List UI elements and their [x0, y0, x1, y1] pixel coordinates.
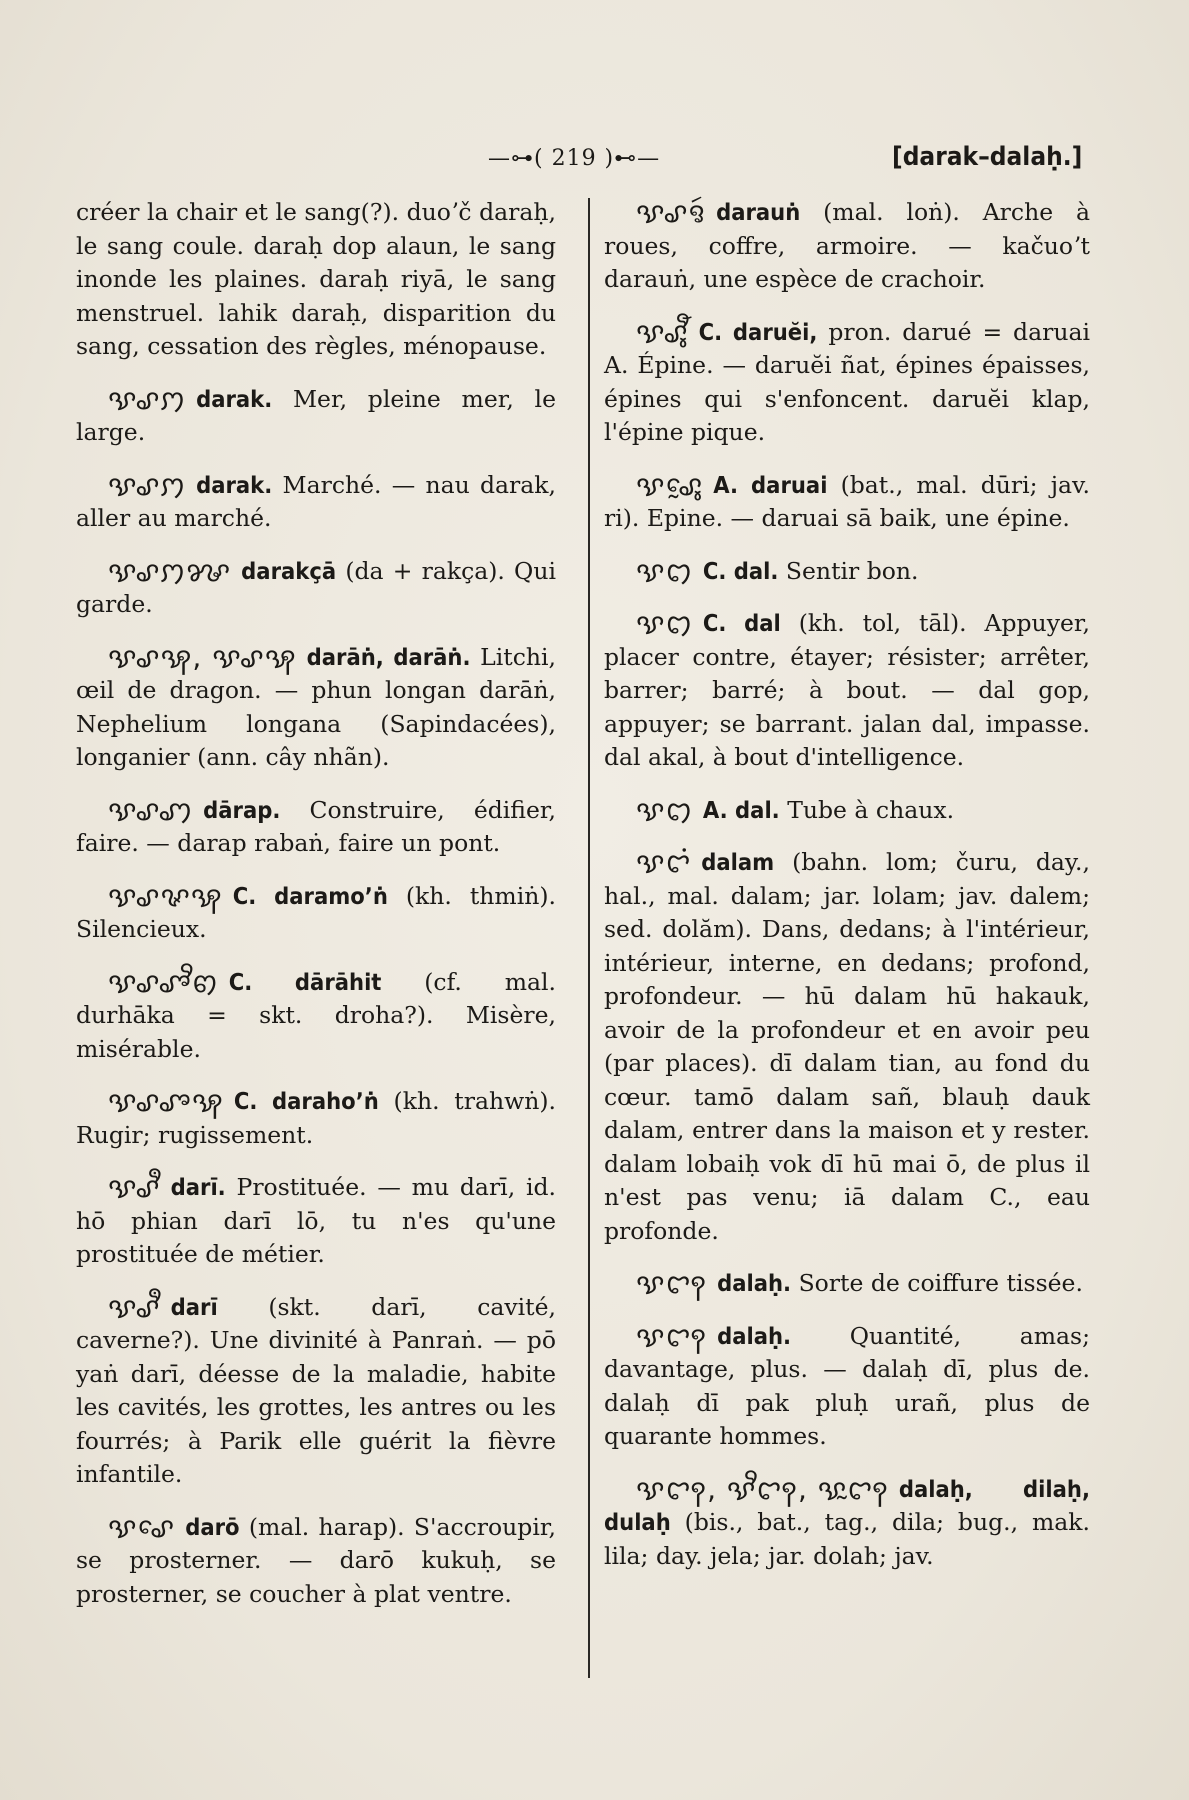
entry-text: Tube à chaux.	[787, 795, 955, 824]
entry-text: (cf. mal. durhāka = skt. droha?). Misère, misérable.	[76, 967, 556, 1063]
cham-script: ꨕꨣꩇ	[108, 793, 194, 827]
entry-text: (mal. loṅ). Arche à roues, coffre, armoire. — kačuoʼt darauṅ, une espèce de crachoir.	[604, 198, 1090, 293]
dictionary-entry	[76, 469, 556, 536]
entry-text: Mer, pleine mer, le large.	[76, 384, 556, 446]
entry-text: (mal. harap). S'accroupir, se prosterner. — darō kukuḥ, se prosterner, se coucher à plat ventre.	[76, 1512, 556, 1608]
dictionary-entry	[604, 555, 1090, 589]
cham-script: ꨕꩊ	[636, 607, 693, 640]
dictionary-entry	[604, 794, 1090, 828]
headword: darī.	[170, 1173, 226, 1201]
page-header	[0, 142, 1189, 182]
cham-script: ꨕꨣꨯ	[108, 1510, 176, 1544]
column-divider	[588, 198, 590, 1678]
headword: darō	[185, 1512, 240, 1541]
cham-script: ꨕꨣꩀ	[108, 382, 187, 416]
entry-text: pron. darué = daruai A. Épine. — daruĕi ñat, épines épaisses, épines qui s'enfoncent. daruĕi klap, l'épine pique.	[604, 317, 1090, 446]
headword: C. darahoʼṅ	[233, 1087, 379, 1115]
entry-text: (bahn. lom; čuru, day., hal., mal. dalam; jar. lolam; jav. dalem; sed. dolăm). Dans, dedans; à l'intérieur, intérieur, interne, en dedans; profond, profondeur. — hū dalam hū hakauk, avoir de la profondeur et en avoir peu (par places). dī dalam tian, au fond du cœur. tamō dalam sañ, blauḥ dauk dalam, entrer dans la maison et y rester. dalam lobaiḥ vok dī hū mai ō, de plus il n'est pas venu; iā dalam C., eau profonde.	[604, 848, 1090, 1245]
entry-text: (da + rakça). Qui garde.	[76, 556, 556, 618]
dictionary-entry	[604, 607, 1090, 775]
dictionary-entry	[604, 316, 1090, 450]
entry-text: (kh. trahwṅ). Rugir; rugissement.	[76, 1087, 556, 1149]
headword: C. dārāhit	[228, 967, 382, 996]
cham-script: ꨕꩊ	[636, 793, 693, 827]
entry-text: Sentir bon.	[785, 556, 919, 585]
headword: C. daruĕi,	[698, 317, 818, 346]
dictionary-entry	[76, 1171, 556, 1272]
cham-script: ꨕꨤꩍ, ꨕꨪꨤꩍ, ꨕꨭꨤꩍ	[636, 1472, 889, 1506]
cham-script: ꨕꨣꨫ	[108, 1290, 161, 1324]
entry-text: Prostituée. — mu darī, id. hō phian darī lō, tu n'es qu'une prostituée de métier.	[76, 1173, 556, 1268]
entry-text: créer la chair et le sang(?). duoʼč daraḥ, le sang coule. daraḥ dop alaun, le sang inonde les plaines. daraḥ riyā, le sang menstruel. lahik daraḥ, disparition du sang, cessation des règles, ménopause.	[76, 198, 556, 360]
dictionary-entry	[604, 196, 1090, 297]
cham-script: ꨕꨣꩂ, ꨕꨣꩂ	[108, 640, 297, 674]
headword: dalam	[701, 848, 775, 876]
headword: darī	[170, 1292, 218, 1321]
cham-script: ꨕꨣꨅꩃ	[636, 196, 707, 229]
headword: dalaḥ, dilaḥ, dulaḥ	[604, 1474, 1090, 1536]
dictionary-entry	[76, 383, 556, 450]
running-head: [darak–dalaḥ.]	[892, 142, 1083, 172]
entry-text: (bis., bat., tag., dila; bug., mak. lila; day. jela; jar. dolah; jav.	[604, 1508, 1090, 1570]
entry-text: Construire, édifier, faire. — darap rabaṅ, faire un pont.	[76, 795, 556, 857]
headword: darauṅ	[716, 198, 801, 226]
headword: dalaḥ.	[717, 1269, 792, 1297]
dictionary-entry	[604, 469, 1090, 536]
cham-script: ꨕꨣꨶꨬ	[636, 315, 689, 349]
dictionary-entry	[76, 555, 556, 622]
cham-script: ꨕꨣꨫ	[108, 1171, 161, 1204]
dictionary-entry	[76, 641, 556, 775]
entry-text: Marché. — nau darak, aller au marché.	[76, 470, 556, 532]
dictionary-entry	[604, 1320, 1090, 1454]
dictionary-entry	[76, 1511, 556, 1612]
cham-script: ꨕꨣꩀ	[108, 468, 187, 502]
cham-script: ꨕꨣꨶꨰ	[636, 468, 704, 502]
dictionary-entry	[604, 1473, 1090, 1574]
entry-text: (bat., mal. dūri; jav. ri). Epine. — daruai sā baik, une épine.	[604, 470, 1090, 532]
dictionary-entry	[604, 1267, 1090, 1301]
cham-script: ꨕꨣꨟꩂ	[108, 879, 223, 913]
headword: darak.	[196, 384, 273, 413]
headword: darak.	[196, 470, 273, 499]
cham-script: ꨕꨣꨨꨪꩅ	[108, 965, 219, 999]
cham-script: ꨕꨤꩌ	[636, 846, 692, 879]
headword: darakçā	[241, 556, 337, 585]
cham-script: ꨕꨤꩍ	[636, 1267, 708, 1300]
headword: C. dal	[702, 609, 781, 637]
entry-text: (kh. thmiṅ). Silencieux.	[76, 881, 556, 943]
right-column	[604, 196, 1090, 1592]
dictionary-entry	[604, 846, 1090, 1248]
headword: dārap.	[203, 795, 281, 824]
entry-text: (kh. tol, tāl). Appuyer, placer contre, étayer; résister; arrêter, barrer; barré; à bout. — dal gop, appuyer; se barrant. jalan dal, impasse. dal akal, à bout d'intelligence.	[604, 609, 1090, 771]
entry-text: (skt. darī, cavité, caverne?). Une divinité à Panraṅ. — pō yaṅ darī, déesse de la maladie, habite les cavités, les grottes, les antres ou les fourrés; à Parik elle guérit la fièvre infantile.	[76, 1292, 556, 1488]
headword: darāṅ, darāṅ.	[306, 642, 471, 671]
headword: C. daramoʼṅ	[232, 881, 388, 910]
page-number: —⊶( 219 )⊷—	[488, 146, 661, 171]
headword: A. daruai	[713, 470, 828, 499]
dictionary-entry	[76, 794, 556, 861]
dictionary-entry	[76, 1085, 556, 1152]
entry-text: Litchi, œil de dragon. — phun longan darāṅ, Nephelium longana (Sapindacées), longanier (ann. cây nhãn).	[76, 642, 556, 771]
dictionary-entry	[76, 966, 556, 1067]
dictionary-entry	[76, 196, 556, 364]
cham-script: ꨕꨣꩀꨍ	[108, 554, 232, 588]
headword: dalaḥ.	[717, 1321, 792, 1350]
entry-text: Sorte de coiffure tissée.	[798, 1269, 1083, 1297]
headword: C. dal.	[702, 556, 779, 585]
dictionary-entry	[76, 880, 556, 947]
cham-script: ꨕꨤꩍ	[636, 1319, 708, 1353]
dictionary-entry	[76, 1291, 556, 1492]
entry-text: Quantité, amas; davantage, plus. — dalaḥ dī, plus de. dalaḥ dī pak pluḥ urañ, plus de quarante hommes.	[604, 1321, 1090, 1450]
headword: A. dal.	[702, 795, 780, 824]
left-column	[76, 196, 556, 1630]
cham-script: ꨕꨣꨨꩂ	[108, 1085, 224, 1118]
cham-script: ꨕꩊ	[636, 554, 693, 588]
